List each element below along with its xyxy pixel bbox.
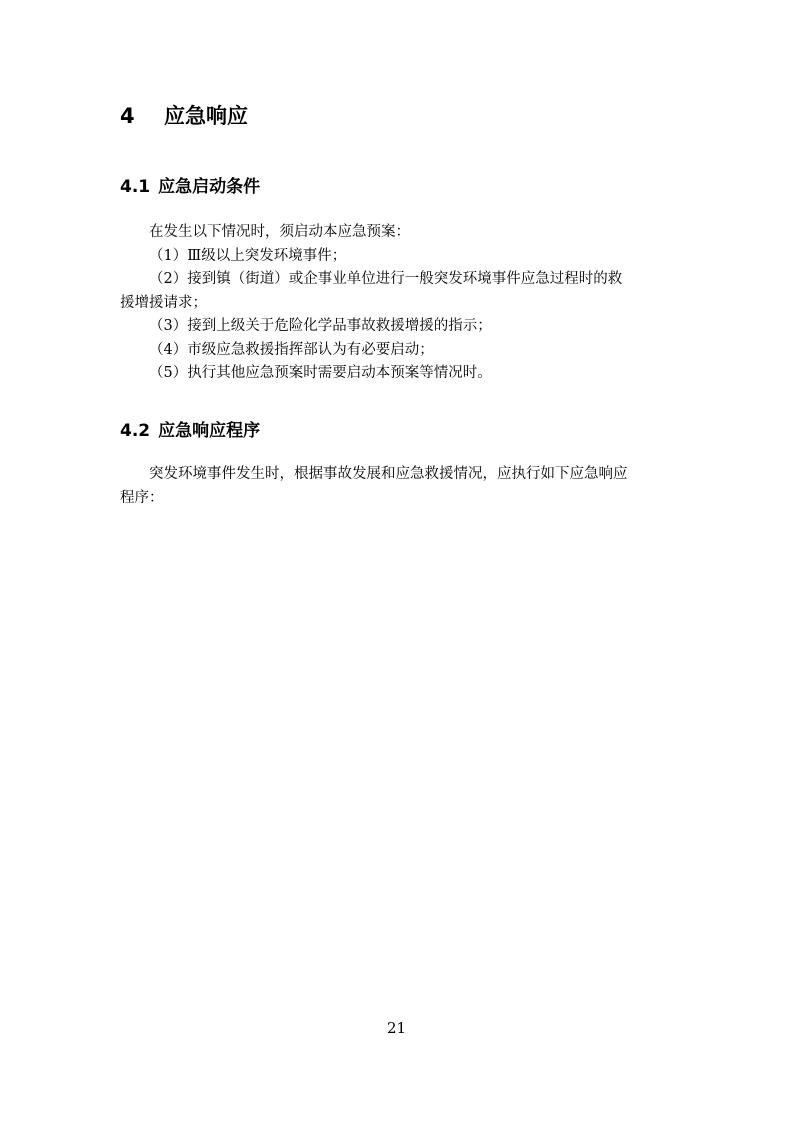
section-heading-4-1 — [120, 172, 260, 197]
section-number: 4.1 — [120, 177, 151, 197]
section-body-4-2 — [120, 463, 676, 510]
section-title: 应急启动条件 — [158, 177, 261, 197]
section-number: 4.2 — [120, 421, 151, 441]
section-body-4-1 — [120, 221, 676, 386]
chapter-number: 4 — [120, 104, 135, 128]
list-item: （5）执行其他应急预案时需要启动本预案等情况时。 — [149, 365, 492, 381]
paragraph-line: 在发生以下情况时，须启动本应急预案： — [149, 224, 410, 240]
list-item: （1）Ⅲ级以上突发环境事件； — [149, 247, 347, 264]
page-number: 21 — [386, 1019, 407, 1037]
list-item: （4）市级应急救援指挥部认为有必要启动； — [149, 341, 434, 358]
paragraph-line: 突发环境事件发生时，根据事故发展和应急救援情况，应执行如下应急响应 — [149, 466, 628, 482]
section-heading-4-2 — [120, 416, 260, 441]
list-item-continuation: 援增援请求； — [120, 294, 207, 311]
chapter-heading — [120, 100, 248, 130]
chapter-title: 应急响应 — [164, 104, 248, 128]
list-item: （3）接到上级关于危险化学品事故救援增援的指示； — [149, 318, 492, 334]
paragraph-line: 程序： — [120, 489, 164, 506]
list-item: （2）接到镇（街道）或企事业单位进行一般突发环境事件应急过程时的救 — [149, 271, 623, 287]
section-title: 应急响应程序 — [158, 421, 261, 441]
